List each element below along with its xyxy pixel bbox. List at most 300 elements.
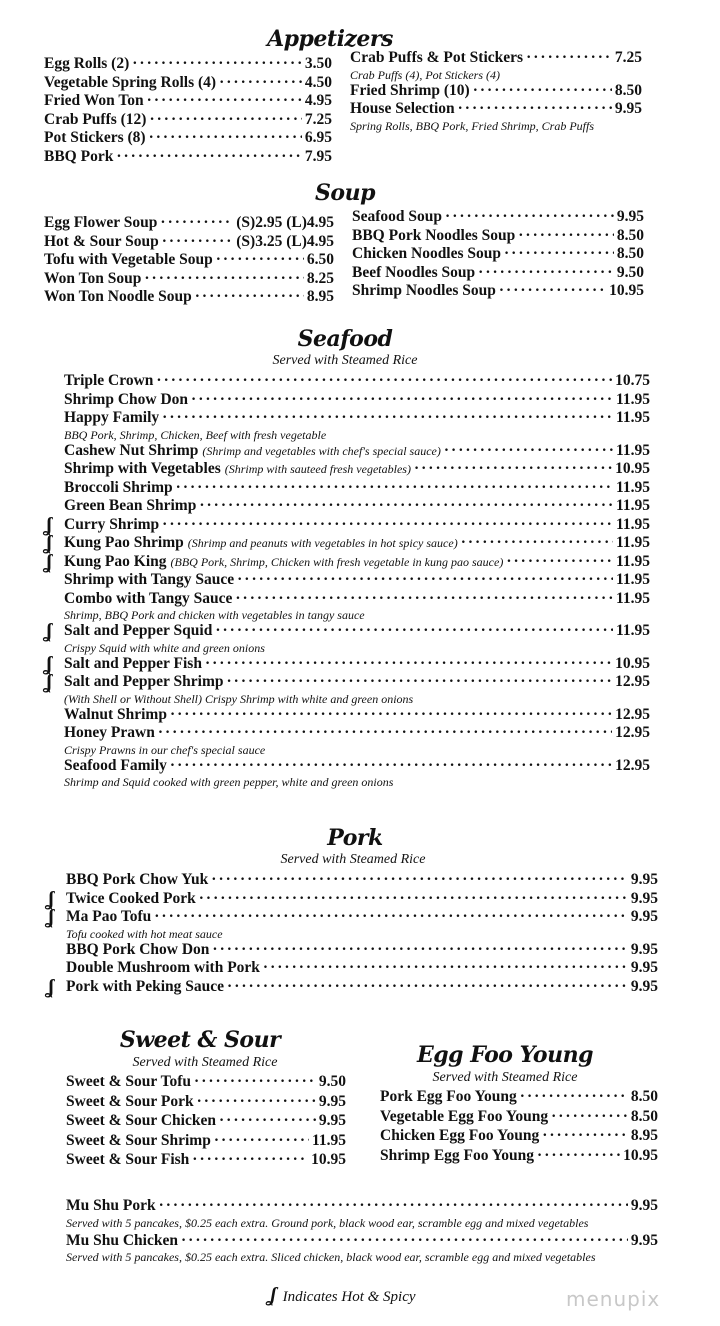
item-price: 10.95 [615, 654, 650, 672]
item-price: 9.95 [614, 100, 642, 117]
item-price: 11.95 [615, 390, 650, 408]
menu-item-row [64, 460, 650, 479]
chili-icon: ʆ [46, 620, 53, 642]
dot-leader [149, 111, 301, 130]
menu-item-row [380, 1147, 658, 1166]
item-price: 11.95 [615, 552, 650, 570]
chili-icon: ʆ [48, 975, 55, 998]
item-name: Sweet & Sour Shrimp [66, 1131, 211, 1149]
menu-item-row [44, 233, 334, 252]
item-price: 11.95 [615, 622, 650, 639]
menu-item [64, 442, 650, 461]
menu-item-row [66, 1112, 346, 1131]
dot-leader [162, 233, 234, 252]
menu-item [66, 1132, 346, 1151]
seafood-subtitle: Served with Steamed Rice [272, 353, 418, 368]
soup-left-column [44, 214, 334, 307]
menu-item-row [380, 1108, 658, 1127]
menu-item [352, 245, 644, 264]
menu-item-row [66, 941, 658, 960]
menu-item-row [66, 1197, 658, 1216]
menu-item [64, 409, 650, 442]
menu-item [380, 1127, 658, 1146]
menu-item [48, 975, 658, 998]
pork-list [48, 871, 658, 998]
item-name: Sweet & Sour Tofu [66, 1073, 192, 1090]
item-description: BBQ Pork, Shrimp, Chicken, Beef with fresh vegetable [64, 427, 327, 442]
appetizers-title: Appetizers [267, 26, 393, 52]
chili-icon: ʆ [48, 887, 55, 910]
menu-item [46, 550, 650, 573]
dot-leader [526, 49, 612, 68]
item-description: Crispy Squid with white and green onions [64, 640, 265, 655]
item-price: 3.50 [304, 55, 332, 72]
menu-item-row [64, 372, 650, 391]
menu-item-row [352, 245, 644, 264]
spicy-legend [270, 1284, 416, 1307]
menu-item [64, 460, 650, 479]
menu-item [352, 264, 644, 283]
item-description: Spring Rolls, BBQ Pork, Fried Shrimp, Crab Puffs [350, 118, 594, 133]
menu-item-row [44, 55, 332, 74]
item-description: (With Shell or Without Shell) Crispy Shrimp with white and green onions [64, 691, 414, 706]
item-price: 8.50 [616, 226, 644, 244]
item-price: 11.95 [615, 589, 650, 607]
chili-icon: ʆ [46, 532, 53, 554]
menu-item-row [64, 590, 650, 609]
item-description: (BBQ Pork, Shrimp, Chicken with fresh vegetable in kung pao sauce) [170, 554, 504, 569]
menu-item [64, 757, 650, 790]
menu-item [64, 497, 650, 516]
menu-item [64, 724, 650, 757]
seafood-list [46, 372, 650, 789]
item-name: Egg Rolls (2) [44, 55, 130, 72]
item-name: Shrimp with Tangy Sauce [64, 571, 235, 588]
item-name: Won Ton Noodle Soup [44, 288, 192, 305]
dot-leader [226, 673, 612, 692]
item-name: Combo with Tangy Sauce [64, 589, 233, 607]
chili-icon: ʆ [46, 652, 53, 675]
menu-item-row [64, 391, 650, 410]
dot-leader [499, 282, 606, 301]
item-price: 11.95 [615, 497, 650, 514]
menu-item [66, 941, 658, 960]
item-name: Green Bean Shrimp [64, 497, 197, 514]
dot-leader [518, 227, 614, 246]
item-name: Fried Shrimp (10) [350, 81, 470, 99]
dot-leader [551, 1108, 628, 1127]
menu-item-row [380, 1088, 658, 1107]
menu-item [46, 652, 650, 675]
item-description: (Shrimp with sauteed fresh vegetables) [224, 462, 411, 476]
dot-leader [227, 978, 628, 997]
mu-shu-list [66, 1197, 658, 1264]
menu-item [44, 111, 332, 130]
dot-leader [159, 1197, 628, 1216]
menu-item-row [44, 129, 332, 148]
menu-item-row [66, 978, 658, 997]
item-name: Double Mushroom with Pork [66, 959, 260, 976]
dot-leader [154, 908, 628, 927]
item-price: 11.95 [615, 441, 650, 459]
item-name: Kung Pao King [64, 552, 167, 570]
item-price: 8.95 [306, 288, 334, 305]
menu-item [66, 1151, 346, 1170]
menu-item [66, 1112, 346, 1131]
dot-leader [445, 208, 614, 227]
dot-leader [444, 442, 613, 461]
appetizers-left-column [44, 55, 332, 166]
item-name: Seafood Family [64, 756, 167, 774]
dot-leader [147, 92, 302, 111]
menu-item [66, 1197, 658, 1230]
item-name: Mu Shu Chicken [66, 1231, 178, 1249]
item-name: Triple Crown [64, 372, 154, 389]
dot-leader [160, 214, 233, 233]
item-name: Pot Stickers (8) [44, 129, 146, 146]
dot-leader [199, 497, 613, 516]
item-price: 11.95 [311, 1131, 346, 1149]
egg-foo-young-list [380, 1088, 658, 1165]
item-name: Mu Shu Pork [66, 1197, 156, 1214]
menu-item-row [64, 706, 650, 725]
dot-leader [162, 516, 613, 535]
item-price: 9.50 [616, 263, 644, 281]
legend-text: Indicates Hot & Spicy [282, 1289, 416, 1305]
menu-item-row [44, 74, 332, 93]
menu-item [352, 282, 644, 301]
dot-leader [520, 1088, 628, 1107]
dot-leader [212, 941, 627, 960]
menu-item-row [66, 908, 658, 927]
menu-item-row [66, 890, 658, 909]
menu-item-row [64, 516, 650, 535]
item-price: 9.95 [318, 1112, 346, 1129]
dot-leader [144, 270, 303, 289]
item-price: 9.95 [616, 208, 644, 225]
chili-icon: ʆ [46, 671, 53, 693]
item-description: Crab Puffs (4), Pot Stickers (4) [350, 67, 500, 82]
item-name: Sweet & Sour Fish [66, 1151, 190, 1168]
dot-leader [214, 1132, 309, 1151]
menu-item-row [64, 442, 650, 461]
menu-item-row [66, 1073, 346, 1092]
menu-item [380, 1088, 658, 1107]
menu-item-row [66, 1132, 346, 1151]
menu-item-row [44, 111, 332, 130]
menu-item [66, 871, 658, 890]
item-price: 7.95 [304, 147, 332, 165]
item-name: Curry Shrimp [64, 515, 160, 533]
menu-item-row [352, 264, 644, 283]
dot-leader [199, 890, 628, 909]
item-price: 9.95 [630, 908, 658, 925]
dot-leader [216, 251, 304, 270]
menu-item [64, 372, 650, 391]
menu-item [48, 906, 658, 941]
item-price: 12.95 [615, 705, 650, 723]
item-price: 4.95 [304, 92, 332, 109]
sweet-sour-title: Sweet & Sour [119, 1027, 281, 1053]
item-name: Salt and Pepper Shrimp [64, 673, 224, 690]
item-name: Crab Puffs & Pot Stickers [350, 49, 524, 66]
item-description: Served with 5 pancakes, $0.25 each extra. Sliced chicken, black wood ear, scramble egg and mixed vegetables [66, 1250, 596, 1264]
menu-item [64, 706, 650, 725]
dot-leader [211, 871, 628, 890]
dot-leader [537, 1147, 620, 1166]
item-name: Pork Egg Foo Young [380, 1088, 517, 1105]
menu-item-row [64, 571, 650, 590]
menu-item [48, 887, 658, 910]
menu-item-row [350, 82, 642, 101]
dot-leader [132, 55, 302, 74]
item-price: 8.25 [306, 269, 334, 287]
menu-item-row [66, 871, 658, 890]
item-name: BBQ Pork [44, 147, 114, 165]
item-price: 11.95 [615, 409, 650, 426]
item-description: Shrimp and Squid cooked with green pepper, white and green onions [64, 775, 394, 789]
menu-item-row [64, 724, 650, 743]
item-price: (S)3.25 (L)4.95 [236, 232, 334, 250]
appetizers-right-column [350, 49, 642, 133]
menu-item-row [66, 1232, 658, 1251]
menu-item [350, 82, 642, 101]
dot-leader [478, 264, 614, 283]
menu-item-row [352, 282, 644, 301]
item-price: 8.50 [630, 1088, 658, 1105]
menu-item-row [64, 497, 650, 516]
item-price: 12.95 [615, 756, 650, 774]
item-price: 6.95 [304, 129, 332, 146]
item-name: Cashew Nut Shrimp [64, 441, 199, 459]
menu-item [44, 92, 332, 111]
menu-item-row [44, 214, 334, 233]
dot-leader [542, 1127, 628, 1146]
item-price: 7.25 [614, 49, 642, 66]
item-name: Shrimp Noodles Soup [352, 282, 496, 299]
menu-item [66, 1093, 346, 1112]
dot-leader [504, 245, 614, 264]
item-name: Happy Family [64, 409, 160, 426]
dot-leader [219, 74, 302, 93]
dot-leader [158, 724, 612, 743]
dot-leader [458, 100, 612, 119]
menu-item-row [380, 1127, 658, 1146]
seafood-title: Seafood [297, 326, 393, 352]
item-price: 11.95 [615, 534, 650, 551]
item-description: Shrimp, BBQ Pork and chicken with vegetables in tangy sauce [64, 608, 365, 622]
egg-foo-young-title: Egg Foo Young [417, 1042, 593, 1068]
dot-leader [194, 1073, 316, 1092]
dot-leader [195, 288, 304, 307]
item-name: Walnut Shrimp [64, 705, 167, 723]
item-price: 9.95 [630, 959, 658, 976]
menu-item [352, 208, 644, 227]
soup-right-column [352, 208, 644, 301]
menu-item-row [350, 49, 642, 68]
menu-item-row [44, 251, 334, 270]
menu-item [46, 620, 650, 655]
item-name: Egg Flower Soup [44, 214, 158, 231]
item-description: (Shrimp and peanuts with vegetables in hot spicy sauce) [187, 536, 458, 550]
item-description: Served with 5 pancakes, $0.25 each extra. Ground pork, black wood ear, scramble egg and mixed vegetables [66, 1215, 589, 1230]
item-name: Salt and Pepper Squid [64, 622, 213, 639]
item-price: 9.50 [318, 1073, 346, 1090]
menu-item [44, 55, 332, 74]
menu-item [44, 214, 334, 233]
item-name: BBQ Pork Chow Yuk [66, 871, 209, 888]
item-price: 10.75 [615, 372, 650, 389]
item-name: Honey Prawn [64, 724, 155, 741]
menu-item-row [44, 270, 334, 289]
menu-item [44, 233, 334, 252]
item-price: 9.95 [630, 1231, 658, 1249]
item-price: 10.95 [311, 1151, 346, 1168]
watermark: menupix [566, 1287, 661, 1311]
item-name: Hot & Sour Soup [44, 232, 159, 250]
sweet-sour-list [66, 1073, 346, 1170]
menu-item [350, 100, 642, 133]
menu-item [66, 1232, 658, 1265]
menu-item-row [64, 534, 650, 553]
dot-leader [170, 706, 612, 725]
chili-icon: ʆ [270, 1284, 277, 1306]
item-price: 10.95 [623, 1146, 658, 1164]
dot-leader [263, 959, 628, 978]
item-name: Twice Cooked Pork [66, 889, 196, 907]
dot-leader [237, 571, 613, 590]
menu-item [64, 479, 650, 498]
item-name: Seafood Soup [352, 208, 443, 225]
item-name: Beef Noodles Soup [352, 263, 476, 281]
menu-item [44, 148, 332, 167]
menu-item-row [350, 100, 642, 119]
menu-item [46, 532, 650, 554]
menu-item [46, 513, 650, 536]
item-name: Sweet & Sour Chicken [66, 1112, 216, 1129]
menu-item [44, 270, 334, 289]
item-name: Salt and Pepper Fish [64, 654, 202, 672]
dot-leader [192, 1151, 308, 1170]
menu-item [44, 74, 332, 93]
item-name: Broccoli Shrimp [64, 478, 173, 496]
item-price: 10.95 [615, 460, 650, 477]
item-name: BBQ Pork Chow Don [66, 940, 210, 958]
menu-item [64, 391, 650, 410]
menu-item [64, 571, 650, 590]
item-name: Vegetable Spring Rolls (4) [44, 73, 217, 91]
item-price: 8.50 [614, 81, 642, 99]
item-price: 9.95 [630, 889, 658, 907]
item-price: 4.50 [304, 73, 332, 91]
item-price: 12.95 [615, 673, 650, 690]
item-price: 9.95 [630, 871, 658, 888]
menu-item-row [352, 227, 644, 246]
pork-title: Pork [327, 825, 383, 851]
item-name: Shrimp with Vegetables [64, 460, 221, 477]
item-price: 11.95 [615, 478, 650, 496]
dot-leader [191, 391, 613, 410]
dot-leader [162, 409, 613, 428]
menu-item [350, 49, 642, 82]
menu-item-row [64, 622, 650, 641]
chili-icon: ʆ [48, 906, 55, 928]
menu-item-row [66, 959, 658, 978]
item-name: Vegetable Egg Foo Young [380, 1107, 549, 1125]
item-description: (Shrimp and vegetables with chef's special sauce) [202, 443, 441, 458]
menu-item [352, 227, 644, 246]
menu-item-row [64, 655, 650, 674]
menu-item-row [44, 288, 334, 307]
sweet-sour-subtitle: Served with Steamed Rice [132, 1055, 278, 1070]
soup-title: Soup [315, 180, 375, 206]
menu-item [66, 1073, 346, 1092]
item-name: Fried Won Ton [44, 92, 144, 109]
item-price: 12.95 [615, 724, 650, 741]
menu-item-row [64, 409, 650, 428]
dot-leader [116, 148, 302, 167]
menu-item-row [64, 673, 650, 692]
item-name: Chicken Noodles Soup [352, 245, 502, 262]
menu-item-row [64, 479, 650, 498]
item-price: 10.95 [609, 282, 644, 299]
item-description: Tofu cooked with hot meat sauce [66, 926, 223, 941]
menu-item [44, 129, 332, 148]
dot-leader [461, 534, 613, 553]
item-price: 9.95 [630, 1197, 658, 1214]
item-name: House Selection [350, 100, 455, 117]
egg-foo-young-subtitle: Served with Steamed Rice [432, 1070, 578, 1085]
dot-leader [506, 553, 613, 572]
dot-leader [156, 372, 612, 391]
dot-leader [235, 590, 613, 609]
dot-leader [197, 1093, 316, 1112]
item-price: 8.50 [616, 245, 644, 262]
item-price: 9.95 [630, 977, 658, 995]
item-name: Chicken Egg Foo Young [380, 1127, 540, 1144]
item-price: 6.50 [306, 251, 334, 268]
item-name: Ma Pao Tofu [66, 908, 152, 925]
item-price: 9.95 [630, 940, 658, 958]
item-price: 8.50 [630, 1107, 658, 1125]
dot-leader [181, 1232, 628, 1251]
menu-item-row [352, 208, 644, 227]
item-name: Sweet & Sour Pork [66, 1092, 194, 1110]
pork-subtitle: Served with Steamed Rice [280, 852, 426, 867]
item-price: 8.95 [630, 1127, 658, 1144]
menu-item-row [66, 1151, 346, 1170]
item-description: Crispy Prawns in our chef's special sauce [64, 742, 266, 757]
dot-leader [219, 1112, 316, 1131]
menu-item-row [44, 148, 332, 167]
menu-item [380, 1147, 658, 1166]
item-price: 11.95 [615, 571, 650, 588]
menu-item [64, 590, 650, 623]
item-price: (S)2.95 (L)4.95 [236, 214, 334, 231]
chili-icon: ʆ [46, 550, 53, 573]
dot-leader [149, 129, 302, 148]
menu-item [44, 288, 334, 307]
item-name: BBQ Pork Noodles Soup [352, 226, 516, 244]
dot-leader [215, 622, 613, 641]
dot-leader [176, 479, 613, 498]
item-price: 9.95 [318, 1092, 346, 1110]
item-name: Won Ton Soup [44, 269, 142, 287]
menu-item [44, 251, 334, 270]
menu-item [46, 671, 650, 706]
dot-leader [205, 655, 612, 674]
item-name: Shrimp Chow Don [64, 390, 189, 408]
